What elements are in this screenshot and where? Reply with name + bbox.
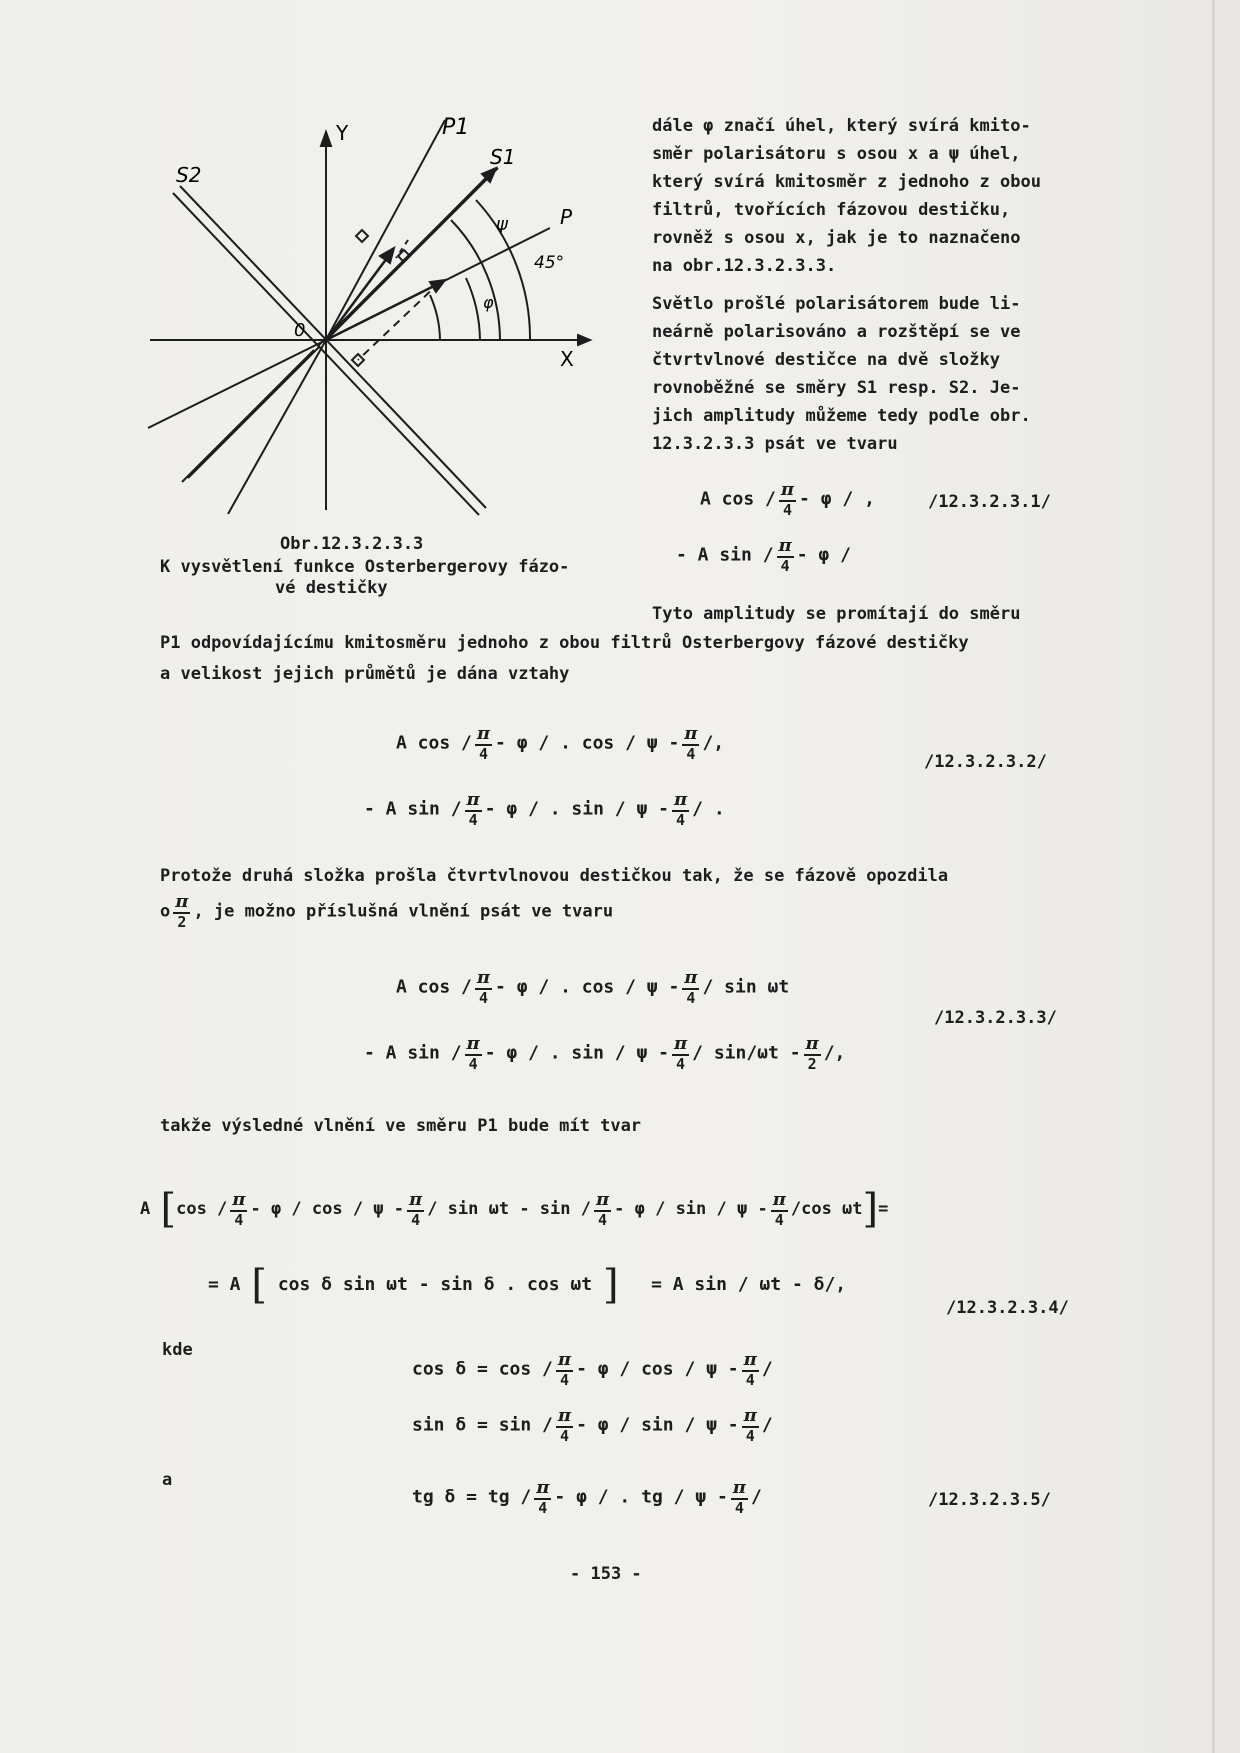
x-axis-label: X bbox=[560, 347, 574, 371]
fraction bbox=[672, 790, 689, 829]
numerator: π bbox=[743, 1349, 757, 1370]
fraction bbox=[173, 892, 190, 931]
denominator: 4 bbox=[734, 1499, 744, 1517]
eq-text: - φ / . cos / ψ - bbox=[495, 976, 680, 998]
fraction bbox=[556, 1350, 573, 1389]
fraction bbox=[779, 480, 796, 519]
text-line: takže výsledné vlnění ve směru P1 bude mít tvar bbox=[160, 1116, 642, 1136]
fraction bbox=[742, 1350, 759, 1389]
fraction bbox=[407, 1190, 424, 1229]
numerator: π bbox=[805, 1033, 819, 1054]
y-axis-label: Y bbox=[336, 121, 349, 145]
eq-text: - φ / . cos / ψ - bbox=[495, 732, 680, 754]
eq-text: - φ / cos / ψ - bbox=[576, 1358, 739, 1380]
eq-text: - φ / . sin / ψ - bbox=[484, 1042, 669, 1064]
eq-text: /cos ωt bbox=[790, 1199, 863, 1219]
phi-label: φ bbox=[483, 293, 494, 312]
numerator: π bbox=[743, 1405, 757, 1426]
denominator: 4 bbox=[559, 1427, 569, 1445]
figure-caption-1: Obr.12.3.2.3.3 bbox=[280, 534, 424, 554]
denominator: 4 bbox=[234, 1210, 244, 1229]
text-line: rovnoběžné se směry S1 resp. S2. Je- bbox=[652, 378, 1021, 398]
fraction bbox=[777, 536, 794, 575]
text-line: Tyto amplitudy se promítají do směru bbox=[652, 604, 1021, 624]
eq-text: - φ / , bbox=[799, 488, 875, 510]
fraction bbox=[804, 1034, 821, 1073]
numerator: π bbox=[175, 891, 189, 912]
bracket: ] bbox=[862, 1186, 879, 1232]
numerator: π bbox=[466, 789, 480, 810]
text-line: na obr.12.3.2.3.3. bbox=[652, 256, 837, 276]
fraction bbox=[771, 1190, 788, 1229]
equation-3-line-2 bbox=[364, 1034, 845, 1073]
page-number: - 153 - bbox=[570, 1564, 642, 1584]
equation-1-number: /12.3.2.3.1/ bbox=[928, 492, 1051, 512]
numerator: π bbox=[684, 967, 698, 988]
eq-text: cos δ sin ωt - sin δ . cos ωt bbox=[277, 1274, 593, 1295]
numerator: π bbox=[466, 1033, 480, 1054]
eq-text: - A sin / bbox=[364, 1042, 462, 1064]
denominator: 4 bbox=[478, 989, 488, 1007]
eq-text: sin δ = sin / bbox=[412, 1414, 553, 1436]
text-line-with-fraction bbox=[160, 892, 613, 931]
numerator: π bbox=[476, 723, 491, 744]
eq-text: /, bbox=[823, 1042, 846, 1064]
equation-5-line-1 bbox=[412, 1350, 773, 1389]
text-line: jich amplitudy můžeme tedy podle obr. bbox=[652, 406, 1031, 426]
fraction bbox=[475, 968, 492, 1007]
eq-text: cos / bbox=[176, 1199, 228, 1219]
fraction bbox=[672, 1034, 689, 1073]
eq-text: o bbox=[160, 901, 171, 922]
denominator: 4 bbox=[559, 1371, 569, 1389]
s2-label: S2 bbox=[176, 163, 202, 187]
eq-text: , je možno příslušná vlnění psát ve tvaru bbox=[193, 901, 614, 922]
eq-text: A cos / bbox=[700, 488, 776, 510]
p-label: P bbox=[560, 205, 573, 229]
numerator: π bbox=[557, 1349, 572, 1370]
equation-1-line-1 bbox=[700, 480, 875, 519]
text-line: Světlo prošlé polarisátorem bude li- bbox=[652, 294, 1021, 314]
equation-5-number: /12.3.2.3.5/ bbox=[928, 1490, 1051, 1510]
text-line: a velikost jejich průmětů je dána vztahy bbox=[160, 664, 570, 684]
eq-text: A cos / bbox=[396, 732, 472, 754]
numerator: π bbox=[536, 1477, 550, 1498]
psi-label: ψ bbox=[496, 214, 508, 235]
bracket: [ bbox=[160, 1186, 177, 1232]
eq-text: / sin ωt - sin / bbox=[427, 1199, 591, 1219]
denominator: 4 bbox=[780, 557, 790, 575]
eq-text: / bbox=[750, 1486, 762, 1508]
text-a: a bbox=[162, 1470, 173, 1490]
fraction bbox=[230, 1190, 247, 1229]
fraction bbox=[475, 724, 492, 763]
eq-text: - φ / bbox=[796, 544, 851, 566]
numerator: π bbox=[557, 1405, 572, 1426]
denominator: 4 bbox=[411, 1210, 421, 1229]
numerator: π bbox=[778, 535, 792, 556]
text-line: rovněž s osou x, jak je to naznačeno bbox=[652, 228, 1021, 248]
equation-4-number: /12.3.2.3.4/ bbox=[946, 1298, 1069, 1318]
denominator: 4 bbox=[468, 1055, 478, 1073]
denominator: 4 bbox=[745, 1371, 755, 1389]
denominator: 2 bbox=[807, 1055, 817, 1073]
denominator: 4 bbox=[598, 1210, 608, 1229]
numerator: π bbox=[232, 1188, 246, 1210]
fraction bbox=[556, 1406, 573, 1445]
eq-text: - φ / cos / ψ - bbox=[250, 1199, 405, 1219]
eq-text: A bbox=[140, 1199, 151, 1219]
denominator: 4 bbox=[676, 811, 686, 829]
eq-text: cos δ = cos / bbox=[412, 1358, 553, 1380]
origin-label: 0 bbox=[294, 320, 306, 341]
equation-5-line-2 bbox=[412, 1406, 773, 1445]
denominator: 4 bbox=[774, 1210, 784, 1229]
fraction bbox=[465, 790, 482, 829]
numerator: π bbox=[476, 967, 491, 988]
right-paragraph-1 bbox=[652, 112, 1041, 280]
fraction bbox=[731, 1478, 748, 1517]
equation-2-line-1 bbox=[396, 724, 724, 763]
s1-label: S1 bbox=[490, 145, 516, 169]
numerator: π bbox=[595, 1188, 610, 1210]
figure-caption-3: vé destičky bbox=[275, 578, 388, 598]
denominator: 4 bbox=[478, 745, 488, 763]
numerator: π bbox=[684, 723, 698, 744]
equation-2-line-2 bbox=[364, 790, 725, 829]
polarizer-diagram bbox=[140, 110, 610, 530]
equation-3-line-1 bbox=[396, 968, 789, 1007]
eq-text: - φ / sin / ψ - bbox=[614, 1199, 768, 1219]
fraction bbox=[594, 1190, 611, 1229]
text-line: 12.3.2.3.3 psát ve tvaru bbox=[652, 434, 898, 454]
denominator: 4 bbox=[676, 1055, 686, 1073]
numerator: π bbox=[772, 1188, 786, 1210]
numerator: π bbox=[673, 789, 688, 810]
denominator: 4 bbox=[538, 1499, 548, 1517]
numerator: π bbox=[780, 479, 795, 500]
fraction bbox=[534, 1478, 551, 1517]
eq-text: A cos / bbox=[396, 976, 472, 998]
eq-text: / sin/ωt - bbox=[692, 1042, 801, 1064]
equation-1-line-2 bbox=[676, 536, 851, 575]
eq-text: = A bbox=[208, 1274, 241, 1295]
text-line: dále φ značí úhel, který svírá kmito- bbox=[652, 116, 1031, 136]
denominator: 2 bbox=[177, 913, 187, 931]
equation-2-number: /12.3.2.3.2/ bbox=[924, 752, 1047, 772]
scan-edge bbox=[1212, 0, 1215, 1753]
text-line: který svírá kmitosměr z jednoho z obou bbox=[652, 172, 1041, 192]
eq-text: / bbox=[761, 1358, 773, 1380]
p1-label: P1 bbox=[442, 115, 470, 140]
fraction bbox=[742, 1406, 759, 1445]
eq-text: tg δ = tg / bbox=[412, 1486, 532, 1508]
right-paragraph-2 bbox=[652, 290, 1031, 458]
denominator: 4 bbox=[782, 501, 792, 519]
text-line: směr polarisátoru s osou x a ψ úhel, bbox=[652, 144, 1021, 164]
text-line: P1 odpovídajícímu kmitosměru jednoho z obou filtrů Osterbergovy fázové destičky bbox=[160, 633, 969, 653]
fraction bbox=[682, 724, 699, 763]
text-line: neárně polarisováno a rozštěpí se ve bbox=[652, 322, 1021, 342]
eq-text: - A sin / bbox=[676, 544, 774, 566]
bracket: [ bbox=[251, 1262, 267, 1308]
numerator: π bbox=[732, 1477, 746, 1498]
eq-text: = bbox=[878, 1199, 889, 1219]
eq-text: / . bbox=[692, 798, 725, 820]
text-line: filtrů, tvořících fázovou destičku, bbox=[652, 200, 1011, 220]
fraction bbox=[682, 968, 699, 1007]
eq-text: /, bbox=[702, 732, 725, 754]
equation-5-line-3 bbox=[412, 1478, 762, 1517]
bracket: ] bbox=[602, 1262, 619, 1308]
eq-text: / bbox=[761, 1414, 773, 1436]
denominator: 4 bbox=[468, 811, 478, 829]
eq-text: - φ / sin / ψ - bbox=[576, 1414, 739, 1436]
eq-text: - φ / . sin / ψ - bbox=[484, 798, 669, 820]
fraction bbox=[465, 1034, 482, 1073]
eq-text: = A sin / ωt - δ/, bbox=[651, 1274, 847, 1295]
denominator: 4 bbox=[686, 745, 696, 763]
text-kde: kde bbox=[162, 1340, 193, 1360]
text-line: Protože druhá složka prošla čtvrtvlnovou destičkou tak, že se fázově opozdila bbox=[160, 866, 949, 886]
angle-45-label: 45° bbox=[534, 253, 565, 273]
numerator: π bbox=[409, 1188, 423, 1210]
equation-3-number: /12.3.2.3.3/ bbox=[934, 1008, 1057, 1028]
denominator: 4 bbox=[745, 1427, 755, 1445]
equation-4-line-2 bbox=[208, 1262, 846, 1308]
text-line: čtvrtvlnové destičce na dvě složky bbox=[652, 350, 1000, 370]
figure-caption-2: K vysvětlení funkce Osterbergerovy fázo- bbox=[160, 557, 570, 577]
equation-4-line-1 bbox=[140, 1186, 888, 1232]
numerator: π bbox=[673, 1033, 688, 1054]
eq-text: - A sin / bbox=[364, 798, 462, 820]
eq-text: - φ / . tg / ψ - bbox=[554, 1486, 728, 1508]
eq-text: / sin ωt bbox=[702, 976, 790, 998]
denominator: 4 bbox=[686, 989, 696, 1007]
